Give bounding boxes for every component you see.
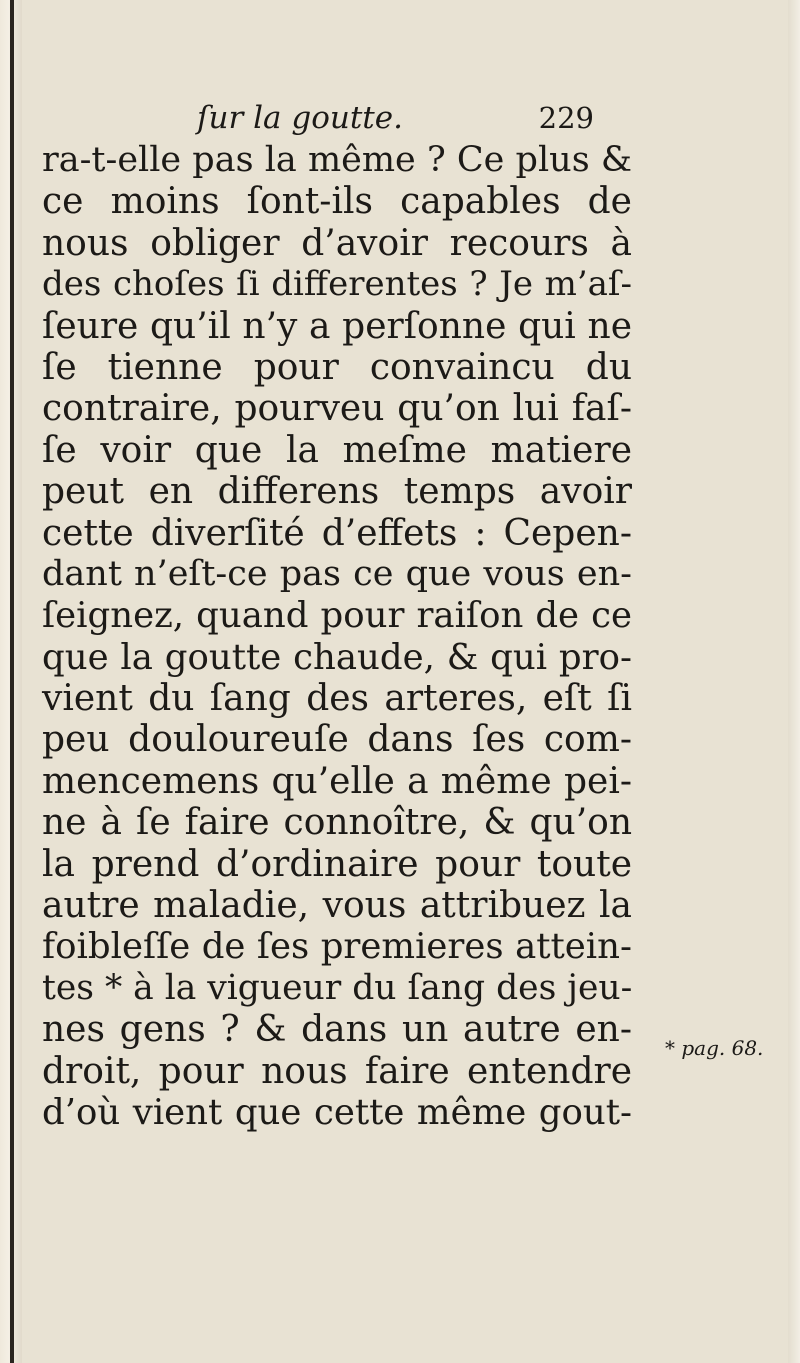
text-line: ne à ſe faire connoître, & qu’on [42, 802, 632, 844]
text-line: peu douloureuſe dans ſes com- [42, 719, 632, 761]
text-line: autre maladie, vous attribuez la [42, 885, 632, 927]
body-text [42, 140, 632, 1133]
text-line: nes gens ? & dans un autre en- [42, 1009, 632, 1051]
text-line: ſeure qu’il n’y a perſonne qui ne [42, 305, 632, 347]
margin-note: * pag. 68. [665, 1036, 764, 1060]
text-line: dant n’eſt-ce pas ce que vous en- [42, 553, 632, 594]
page-number: 229 [538, 101, 594, 135]
text-line: cette diverſité d’effets : Cepen- [42, 512, 632, 554]
text-line: mencemens qu’elle a même pei- [42, 760, 632, 802]
running-head [42, 96, 612, 140]
text-line: tes * à la vigueur du ſang des jeu- [42, 967, 633, 1008]
text-line: d’où vient que cette même gout- [42, 1091, 632, 1133]
text-line: des choſes ſi differentes ? Je m’aſ- [42, 264, 632, 305]
binding-shadow-line [10, 0, 14, 1363]
text-line: vient du ſang des arteres, eſt ſi [42, 678, 632, 720]
text-line: peut en differens temps avoir [42, 471, 632, 513]
text-line: ſe voir que la meſme matiere [42, 429, 632, 471]
text-line: nous obliger d’avoir recours à [42, 222, 632, 264]
page-right-edge [788, 0, 800, 1363]
text-line: que la goutte chaude, & qui pro- [42, 636, 632, 678]
text-line: foibleſſe de ſes premieres attein- [42, 926, 632, 968]
text-line: ſeignez, quand pour raiſon de ce [42, 595, 632, 637]
text-line: contraire, pourveu qu’on lui faſ- [42, 388, 632, 430]
text-line: la prend d’ordinaire pour toute [42, 843, 632, 885]
text-line: droit, pour nous faire entendre [42, 1050, 632, 1092]
text-line: ce moins ſont-ils capables de [42, 181, 632, 223]
text-line: ſe tienne pour convaincu du [42, 346, 632, 388]
text-line: ra-t-elle pas la même ? Ce plus & [42, 140, 632, 180]
running-head-title: ſur la goutte. [197, 100, 403, 136]
